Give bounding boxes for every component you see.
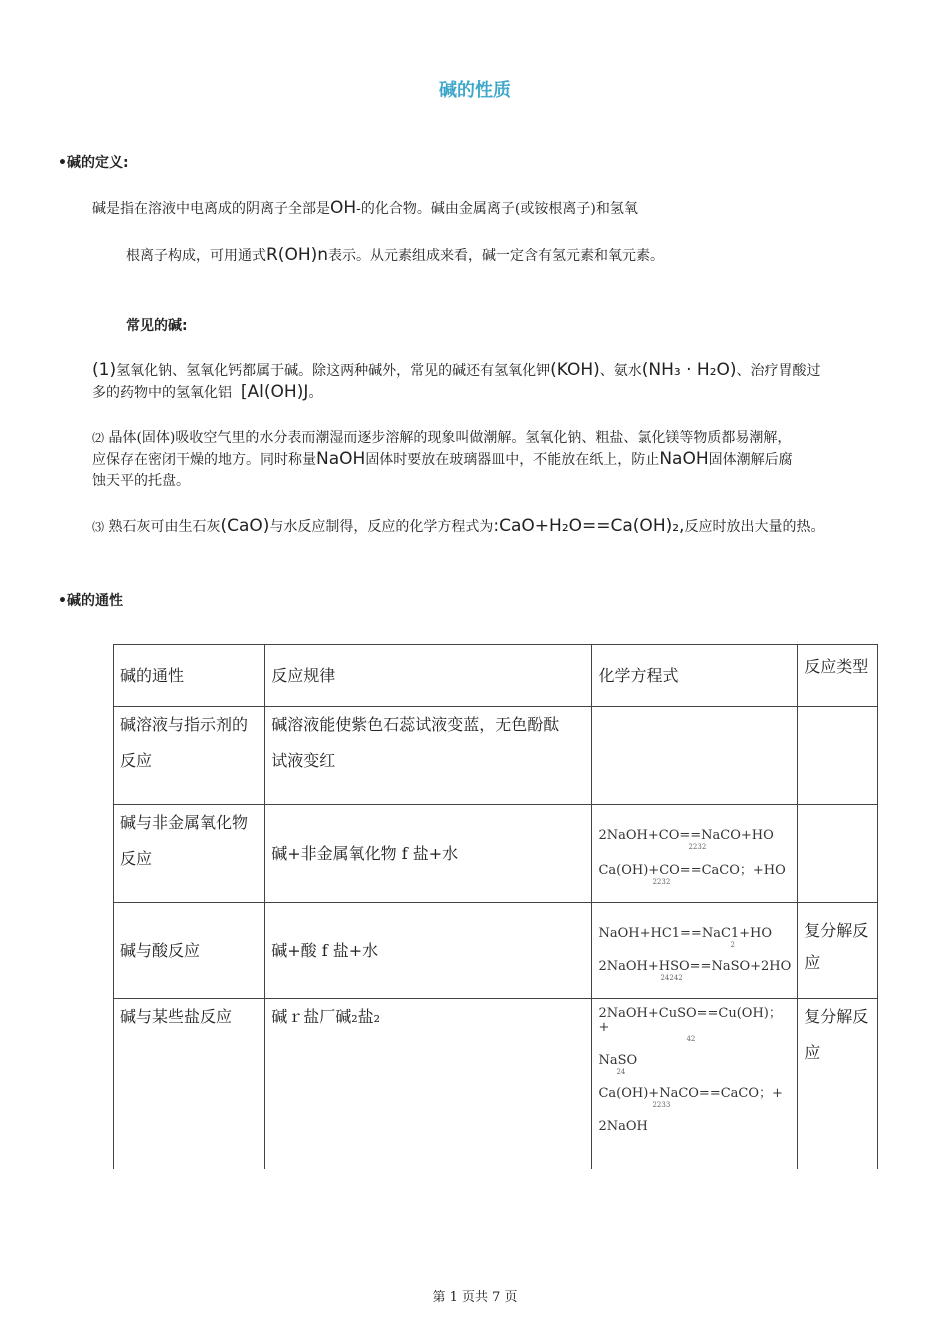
naoh-formula: NaOH [659, 449, 709, 469]
aluminum-hydroxide-formula: [Al(OH)J [240, 382, 309, 402]
common-bases-heading: 常见的碱: [126, 318, 188, 334]
table-cell [114, 707, 265, 805]
chemical-equation: NaSO [598, 1053, 638, 1068]
table-cell [114, 903, 265, 999]
header-cell [265, 645, 592, 707]
equation-subscripts: 2 [730, 941, 735, 949]
item-number: ⑶ [92, 520, 105, 534]
definition-line-1 [92, 198, 638, 220]
equation-subscripts: 42 [686, 1035, 696, 1043]
chemical-equation: 2NaOH [598, 1119, 648, 1134]
koh-formula: (KOH) [550, 360, 600, 380]
item-text: 蚀天平的托盘。 [92, 473, 190, 489]
item-text: 应保存在密闭干燥的地方。同时称量 [92, 452, 316, 468]
header-label: 化学方程式 [598, 665, 679, 685]
cao-formula: (CaO) [220, 516, 270, 536]
header-cell [798, 645, 878, 707]
definition-text: 根离子构成，可用通式 [126, 248, 266, 264]
table-row [114, 903, 878, 999]
reaction-type: 应 [804, 953, 821, 972]
header-cell [592, 645, 798, 707]
item-text: 。 [308, 385, 323, 401]
hydroxide-formula: OH [330, 198, 357, 218]
rule-text: 碱ｒ盐厂碱₂盐₂ [271, 1007, 381, 1026]
table-row [114, 805, 878, 903]
table-cell [265, 903, 592, 999]
rule-text: 碱+酸 f 盐+水 [271, 940, 379, 960]
chemical-equation: 2NaOH+CO==NaCO+HO [598, 828, 774, 843]
chemical-equation: Ca(OH)+NaCO==CaCO；+ [598, 1086, 783, 1101]
reaction-type: 应 [804, 1043, 821, 1062]
property-text: 碱溶液与指示剂的 [120, 715, 249, 734]
item-text: 熟石灰可由生石灰 [108, 519, 221, 535]
item-text: 、氨水 [599, 363, 642, 379]
table-cell [265, 999, 592, 1169]
table-cell [114, 805, 265, 903]
table-row [114, 707, 878, 805]
header-label: 反应规律 [271, 665, 336, 685]
table-cell [265, 707, 592, 805]
item-text: 氢氧化钠、氢氧化钙都属于碱。除这两种碱外，常见的碱还有氢氧化钾 [116, 363, 551, 379]
definition-heading: •碱的定义: [58, 155, 129, 171]
definition-text: -的化合物。碱由金属离子(或铵根离子)和氢氧 [356, 201, 638, 217]
reaction-type: 复分解反 [804, 921, 869, 940]
header-cell [114, 645, 265, 707]
table-cell [265, 805, 592, 903]
page-title: 碱的性质 [439, 80, 511, 101]
item-text: 反应时放出大量的热。 [684, 519, 825, 535]
rule-text: 碱+非金属氧化物 f 盐+水 [271, 843, 459, 863]
item-text: 与水反应制得，反应的化学方程式为 [269, 519, 494, 535]
table-cell [798, 707, 878, 805]
property-text: 碱与某些盐反应 [120, 1007, 233, 1026]
page-footer: 第 1 页共 7 页 [432, 1290, 518, 1305]
property-text: 反应 [120, 751, 153, 770]
table-cell [592, 903, 798, 999]
header-label: 反应类型 [804, 657, 869, 676]
rule-text: 试液变红 [271, 751, 336, 770]
item-text: 固体时要放在玻璃器皿中，不能放在纸上，防止 [365, 452, 660, 468]
definition-text: 碱是指在溶液中电离成的阴离子全部是 [92, 201, 330, 217]
table-cell [798, 999, 878, 1169]
table-cell [798, 903, 878, 999]
table-cell [592, 805, 798, 903]
equation-subscripts: 24242 [660, 974, 683, 982]
item-text: 固体潮解后腐 [708, 452, 793, 468]
chemical-equation: NaOH+HC1==NaC1+HO [598, 926, 773, 941]
chemical-equation: 2NaOH+CuSO==Cu(OH)；+ [598, 1006, 782, 1035]
item-text: 多的药物中的氢氧化铝 [92, 385, 232, 401]
table-cell [798, 805, 878, 903]
item-text: 、治疗胃酸过 [736, 363, 821, 379]
table-cell [592, 707, 798, 805]
table-cell [114, 999, 265, 1169]
item-number: (1) [92, 360, 117, 380]
property-text: 碱与酸反应 [120, 940, 201, 960]
item-number: ⑵ [92, 431, 105, 445]
rule-text: 碱溶液能使紫色石蕊试液变蓝，无色酚酞 [271, 715, 560, 734]
chemical-equation: Ca(OH)+CO==CaCO；+HO [598, 863, 786, 878]
ammonia-formula: (NH₃ · H₂O) [641, 360, 737, 380]
table-row [114, 999, 878, 1169]
definition-line-2 [126, 245, 664, 267]
chemical-equation: 2NaOH+HSO==NaSO+2HO [598, 959, 792, 974]
property-text: 碱与非金属氧化物 [120, 813, 249, 832]
definition-text: 表示。从元素组成来看，碱一定含有氢元素和氧元素。 [328, 248, 665, 264]
common-item-2 [92, 428, 902, 492]
property-text: 反应 [120, 849, 153, 868]
header-label: 碱的通性 [120, 665, 185, 685]
equation-subscripts: 2233 [652, 1101, 671, 1109]
equation-subscripts: 2232 [652, 878, 671, 886]
common-item-3 [92, 516, 912, 538]
table-header-row [114, 645, 878, 707]
naoh-formula: NaOH [316, 449, 366, 469]
base-properties-table [113, 644, 878, 1169]
table-cell [592, 999, 798, 1169]
general-properties-heading: •碱的通性 [58, 593, 123, 609]
reaction-type: 复分解反 [804, 1007, 869, 1026]
equation-subscripts: 2232 [688, 843, 707, 851]
general-formula: R(OH)n [266, 245, 329, 265]
equation-subscripts: 24 [616, 1068, 626, 1076]
common-item-1 [92, 360, 902, 404]
slaking-equation: :CaO+H₂O==Ca(OH)₂, [493, 516, 685, 536]
item-text: 晶体(固体)吸收空气里的水分表而潮湿而逐步溶解的现象叫做潮解。氢氧化钠、粗盐、氯化镁等物质都易潮解， [108, 430, 792, 446]
